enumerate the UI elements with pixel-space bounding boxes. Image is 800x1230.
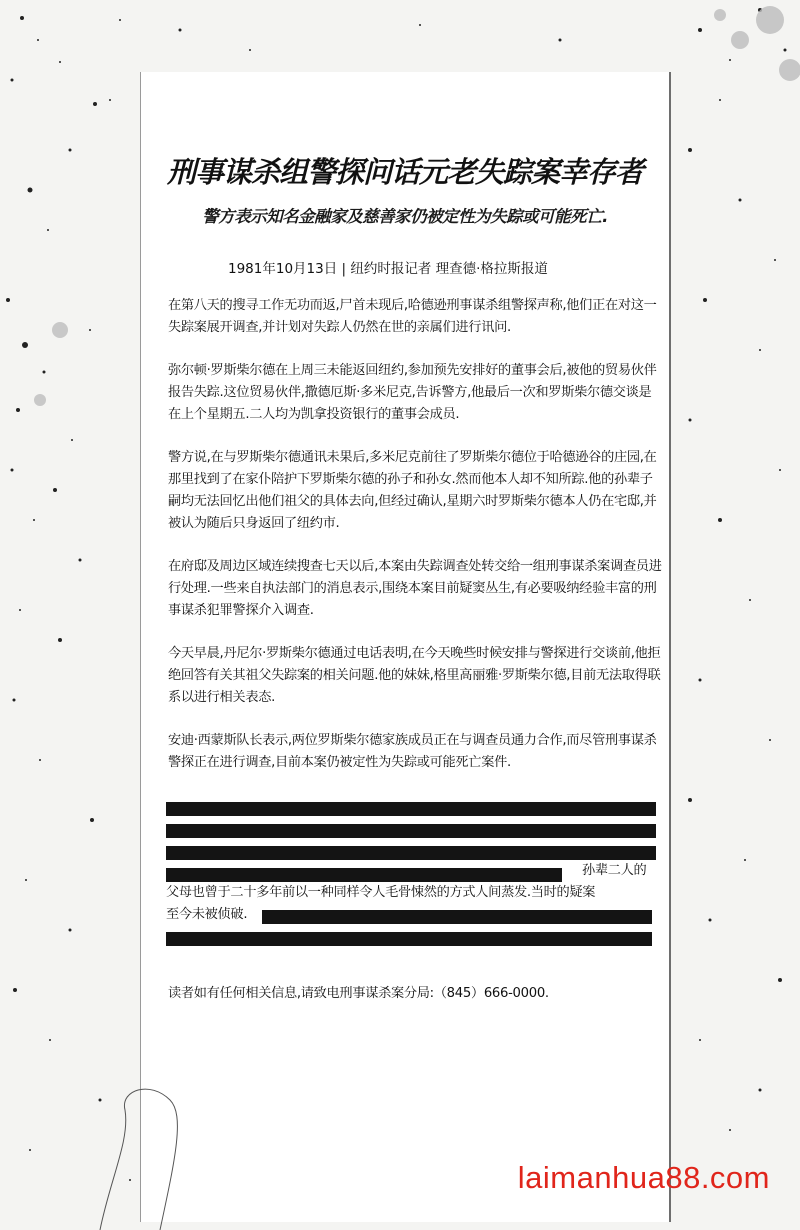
redaction-bar	[166, 932, 652, 946]
redacted-visible-text: 父母也曾于二十多年前以一种同样令人毛骨悚然的方式人间蒸发.当时的疑案	[166, 882, 595, 904]
article-body	[168, 295, 664, 795]
article-paragraph: 今天早晨,丹尼尔·罗斯柴尔德通过电话表明,在今天晚些时候安排与警探进行交谈前,他拒绝回答有关其祖父失踪案的相关问题.他的妹妹,格里高丽雅·罗斯柴尔德,目前无法取得联系以进行相关表态.	[168, 646, 661, 705]
contact-line: 读者如有任何相关信息,请致电刑事谋杀案分局:（845）666-0000.	[168, 986, 549, 1001]
article-dateline: 1981年10月13日 | 纽约时报记者 理查德·格拉斯报道	[228, 261, 548, 277]
redacted-visible-text: 至今未被侦破.	[166, 904, 247, 926]
article-paragraph: 弥尔顿·罗斯柴尔德在上周三未能返回纽约,参加预先安排好的董事会后,被他的贸易伙伴报告失踪.这位贸易伙伴,撒德厄斯·多米尼克,告诉警方,他最后一次和罗斯柴尔德交谈是在上个星期五.二人均为凯拿投资银行的董事会成员.	[168, 363, 657, 422]
redaction-bar	[262, 910, 652, 924]
redaction-bar	[166, 868, 562, 882]
redacted-visible-text: 孙辈二人的	[582, 860, 646, 882]
redaction-bar	[166, 802, 656, 816]
site-watermark: laimanhua88.com	[517, 1160, 770, 1195]
article-paragraph: 安迪·西蒙斯队长表示,两位罗斯柴尔德家族成员正在与调查员通力合作,而尽管刑事谋杀警探正在进行调查,目前本案仍被定性为失踪或可能死亡案件.	[168, 733, 657, 770]
redaction-bar	[166, 824, 656, 838]
article-paragraph: 在第八天的搜寻工作无功而返,尸首未现后,哈德逊刑事谋杀组警探声称,他们正在对这一失踪案展开调查,并计划对失踪人仍然在世的亲属们进行讯问.	[168, 298, 657, 335]
article-paragraph: 警方说,在与罗斯柴尔德通讯未果后,多米尼克前往了罗斯柴尔德位于哈德逊谷的庄园,在那里找到了在家仆陪护下罗斯柴尔德的孙子和孙女.然而他本人却不知所踪.他的孙辈子嗣均无法回忆出他们祖父的具体去向,但经过确认,星期六时罗斯柴尔德本人仍在宅邸,并被认为随后只身返回了纽约市.	[168, 450, 657, 531]
article-paragraph: 在府邸及周边区域连续搜查七天以后,本案由失踪调查处转交给一组刑事谋杀案调查员进行处理.一些来自执法部门的消息表示,围绕本案目前疑窦丛生,有必要吸纳经验丰富的刑事谋杀犯罪警探介入调查.	[168, 559, 662, 618]
article-subheadline: 警方表示知名金融家及慈善家仍被定性为失踪或可能死亡.	[202, 207, 608, 226]
redaction-bar	[166, 846, 656, 860]
article-headline: 刑事谋杀组警探问话元老失踪案幸存者	[166, 155, 643, 189]
